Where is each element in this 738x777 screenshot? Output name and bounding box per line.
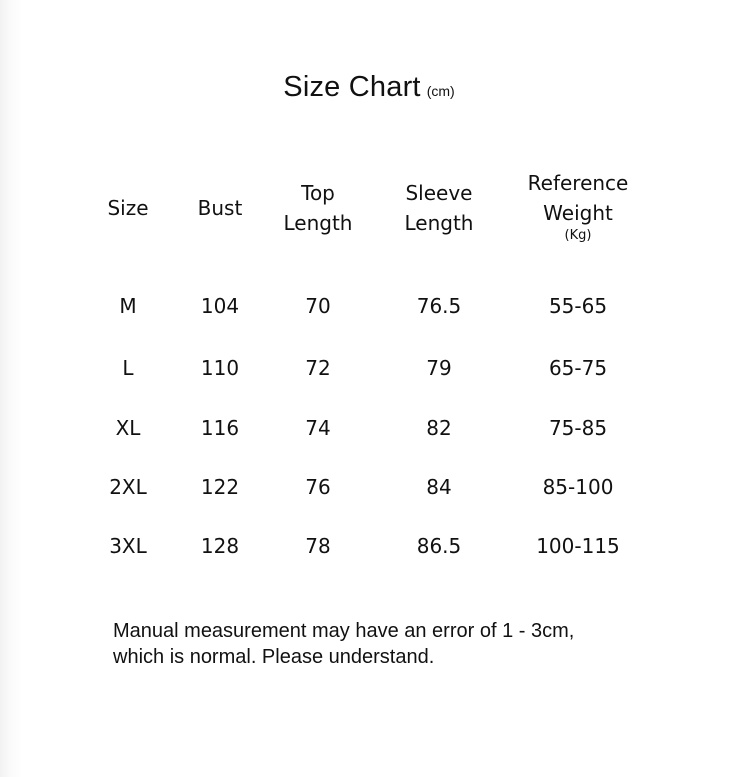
table-cell: 86.5 [416,534,462,558]
table-cell: 82 [426,416,452,440]
header-line: Sleeve [405,181,473,205]
table-cell: 65-75 [548,356,608,380]
table-cell: 116 [200,416,240,440]
header-line: Reference [527,171,629,195]
table-cell: 85-100 [542,475,614,499]
table-cell: 76.5 [416,294,462,318]
size-chart-title [0,71,738,104]
header-cell [374,178,504,238]
header-line: Weight [543,201,613,225]
table-cell: XL [115,416,141,440]
table-cell: 79 [426,356,452,380]
title-unit: (cm) [426,83,455,99]
table-cell: 104 [200,294,240,318]
note-line-2: which is normal. Please understand. [113,646,435,668]
header-line: Length [404,211,474,235]
table-cell: 76 [305,475,331,499]
table-cell: 74 [305,416,331,440]
table-cell: 55-65 [548,294,608,318]
table-cell: 78 [305,534,331,558]
header-line: Length [283,211,353,235]
table-cell: 70 [305,294,331,318]
table-cell: L [122,356,134,380]
note-line-1: Manual measurement may have an error of 1 - 3cm, [113,620,575,642]
header-line: Size [107,196,149,220]
table-cell: 84 [426,475,452,499]
table-cell: M [119,294,137,318]
table-cell: 3XL [109,534,147,558]
header-unit: (Kg) [564,228,592,243]
header-cell [253,178,383,238]
measurement-note [113,618,673,670]
table-cell: 128 [200,534,240,558]
header-line: Top [301,181,335,205]
table-cell: 100-115 [536,534,620,558]
header-cell [513,168,643,244]
table-cell: 122 [200,475,240,499]
table-cell: 2XL [109,475,147,499]
table-cell: 72 [305,356,331,380]
header-line: Bust [197,196,243,220]
table-cell: 110 [200,356,240,380]
title-text: Size Chart [283,71,421,103]
table-cell: 75-85 [548,416,608,440]
